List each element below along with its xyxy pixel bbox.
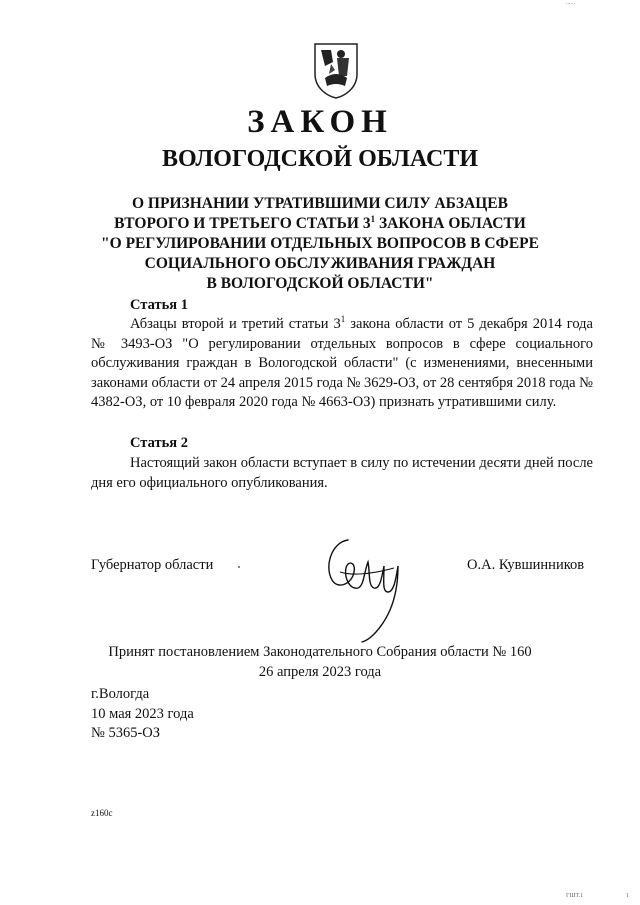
subtitle-line: В ВОЛОГОДСКОЙ ОБЛАСТИ" [206, 275, 434, 292]
article-2-heading: Статья 2 [130, 435, 188, 451]
document-subtitle [60, 194, 580, 294]
scan-dot [238, 566, 240, 568]
coat-of-arms-icon [311, 40, 361, 100]
signatory-position: Губернатор области [91, 557, 214, 573]
scan-mark-bottom-far-right: 1 [626, 893, 629, 899]
law-number: № 5365-ОЗ [91, 725, 161, 741]
footer-code: z160c [91, 808, 113, 818]
subtitle-sup: 1 [370, 214, 376, 224]
place-date-number [91, 685, 194, 744]
document-title: ЗАКОН [247, 104, 393, 140]
subtitle-line [60, 214, 580, 234]
subtitle-line: О ПРИЗНАНИИ УТРАТИВШИМИ СИЛУ АБЗАЦЕВ [132, 195, 508, 212]
subtitle-line: "О РЕГУЛИРОВАНИИ ОТДЕЛЬНЫХ ВОПРОСОВ В СФЕРЕ [101, 235, 539, 252]
document-region: ВОЛОГОДСКОЙ ОБЛАСТИ [161, 146, 479, 172]
place-city: г.Вологда [91, 686, 150, 702]
article-1-sup: 1 [340, 314, 346, 324]
adoption-line: Принят постановлением Законодательного Собрания области № 160 [108, 644, 532, 660]
subtitle-line: СОЦИАЛЬНОГО ОБСЛУЖИВАНИЯ ГРАЖДАН [144, 255, 496, 272]
article-1-text-part: закона области от 5 декабря 2014 года № 3493-ОЗ "О регулировании отдельных вопросов в сфере социального обслуживания граждан в Вологодской области" (с изменениями, внесенными законами области от 24 апреля 2015 года № 3629-ОЗ, от 28 сентября 2018 года № 4382-ОЗ, от 10 февраля 2020 года № 4663-ОЗ) признать утратившими силу. [91, 316, 593, 410]
article-1-text [91, 315, 593, 413]
subtitle-fragment: ВТОРОГО И ТРЕТЬЕГО СТАТЬИ 3 [114, 215, 371, 232]
adoption-note [0, 642, 640, 682]
subtitle-fragment: ЗАКОНА ОБЛАСТИ [375, 215, 526, 232]
scan-mark-top-right: ...... [566, 0, 575, 6]
handwritten-signature [318, 532, 408, 647]
article-1-heading: Статья 1 [130, 297, 188, 313]
place-date: 10 мая 2023 года [91, 705, 194, 722]
article-1-text-part: Абзацы второй и третий статьи 3 [130, 316, 341, 332]
article-2-text [91, 454, 593, 493]
adoption-date: 26 апреля 2023 года [258, 664, 382, 680]
scan-mark-bottom-right: ГШТ.1 [566, 893, 584, 899]
signatory-name: О.А. Кувшинников [467, 557, 585, 573]
article-2-paragraph: Настоящий закон области вступает в силу по истечении десяти дней после дня его официального опубликования. [91, 455, 593, 491]
